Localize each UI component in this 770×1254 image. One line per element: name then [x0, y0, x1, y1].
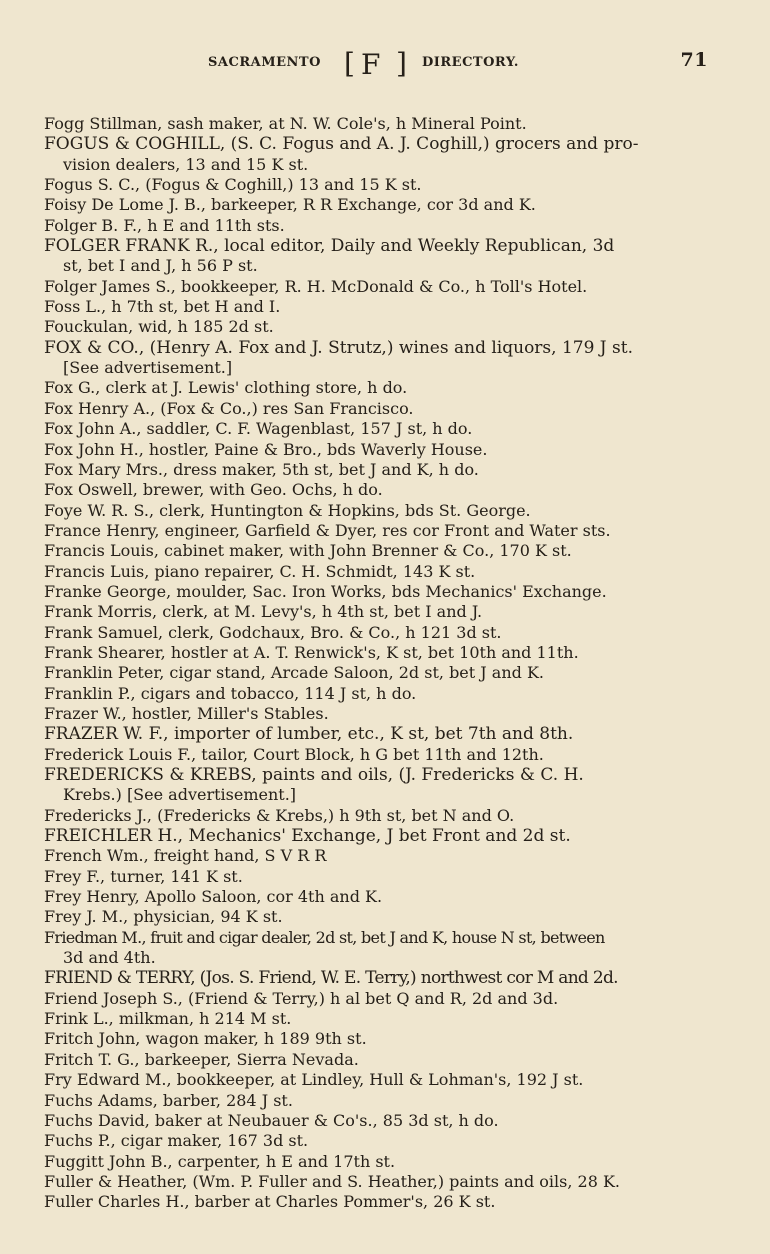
- directory-entry: Frink L., milkman, h 214 M st.: [44, 1009, 292, 1029]
- header-bracket-close: ]: [396, 47, 408, 80]
- header-city: SACRAMENTO: [208, 55, 321, 70]
- directory-entry: Fox Mary Mrs., dress maker, 5th st, bet J and K, h do.: [44, 459, 479, 479]
- header-bracket-open: [: [344, 47, 356, 80]
- directory-entry: FREICHLER H., Mechanics' Exchange, J bet Front and 2d st.: [44, 826, 571, 847]
- directory-entry: Fredericks J., (Fredericks & Krebs,) h 9th st, bet N and O.: [44, 805, 515, 825]
- directory-entry: France Henry, engineer, Garfield & Dyer, res cor Front and Water sts.: [44, 520, 611, 540]
- directory-entry-continuation: vision dealers, 13 and 15 K st.: [63, 154, 309, 174]
- directory-entry: Frank Shearer, hostler at A. T. Renwick's, K st, bet 10th and 11th.: [44, 642, 579, 662]
- directory-entry: Fritch John, wagon maker, h 189 9th st.: [44, 1029, 367, 1049]
- directory-entry: Fry Edward M., bookkeeper, at Lindley, Hull & Lohman's, 192 J st.: [44, 1070, 584, 1090]
- directory-entry: Fox Henry A., (Fox & Co.,) res San Francisco.: [44, 398, 414, 418]
- header-title: DIRECTORY.: [422, 55, 519, 70]
- directory-entry: Fogg Stillman, sash maker, at N. W. Cole's, h Mineral Point.: [44, 114, 527, 133]
- directory-entry: Frank Samuel, clerk, Godchaux, Bro. & Co., h 121 3d st.: [44, 622, 502, 642]
- header-section-letter: F: [361, 48, 381, 81]
- directory-entry: Fogus S. C., (Fogus & Coghill,) 13 and 15 K st.: [44, 175, 422, 195]
- page-header: [208, 46, 708, 82]
- directory-entry: Fox John H., hostler, Paine & Bro., bds Waverly House.: [44, 439, 488, 459]
- directory-entry: FOX & CO., (Henry A. Fox and J. Strutz,) wines and liquors, 179 J st.: [44, 337, 633, 358]
- directory-entry: Fuchs P., cigar maker, 167 3d st.: [44, 1131, 309, 1151]
- directory-entry: Folger James S., bookkeeper, R. H. McDonald & Co., h Toll's Hotel.: [44, 276, 588, 296]
- directory-entry: Foisy De Lome J. B., barkeeper, R R Exchange, cor 3d and K.: [44, 195, 536, 215]
- directory-entry: Fritch T. G., barkeeper, Sierra Nevada.: [44, 1049, 359, 1069]
- directory-entry: Foye W. R. S., clerk, Huntington & Hopkins, bds St. George.: [44, 500, 531, 520]
- directory-entry: Frederick Louis F., tailor, Court Block, h G bet 11th and 12th.: [44, 744, 544, 764]
- directory-entry: Fuggitt John B., carpenter, h E and 17th st.: [44, 1151, 396, 1171]
- directory-entry: Fuchs Adams, barber, 284 J st.: [44, 1090, 293, 1110]
- directory-entry: Fuller Charles H., barber at Charles Pommer's, 26 K st.: [44, 1192, 496, 1212]
- directory-entry: FRAZER W. F., importer of lumber, etc., K st, bet 7th and 8th.: [44, 724, 574, 745]
- directory-entry: Folger B. F., h E and 11th sts.: [44, 215, 285, 235]
- directory-entries: [44, 114, 744, 1213]
- directory-entry: Fouckulan, wid, h 185 2d st.: [44, 317, 274, 337]
- directory-entry: Frazer W., hostler, Miller's Stables.: [44, 703, 329, 723]
- directory-entry-continuation: 3d and 4th.: [63, 948, 156, 968]
- directory-entry: French Wm., freight hand, S V R R: [44, 846, 327, 866]
- directory-entry: Frey Henry, Apollo Saloon, cor 4th and K.: [44, 887, 383, 907]
- page-number: 71: [680, 49, 708, 71]
- directory-entry: Fuchs David, baker at Neubauer & Co's., 85 3d st, h do.: [44, 1110, 499, 1130]
- directory-entry-continuation: [See advertisement.]: [63, 358, 233, 378]
- directory-entry: FRIEND & TERRY, (Jos. S. Friend, W. E. Terry,) northwest cor M and 2d.: [44, 968, 618, 989]
- directory-entry: Friedman M., fruit and cigar dealer, 2d st, bet J and K, house N st, between: [44, 927, 605, 947]
- directory-entry: Franklin P., cigars and tobacco, 114 J st, h do.: [44, 683, 417, 703]
- directory-entry: Fox Oswell, brewer, with Geo. Ochs, h do.: [44, 480, 383, 500]
- directory-entry: Frey J. M., physician, 94 K st.: [44, 907, 283, 927]
- directory-entry: Frey F., turner, 141 K st.: [44, 866, 243, 886]
- directory-entry: Franke George, moulder, Sac. Iron Works, bds Mechanics' Exchange.: [44, 581, 607, 601]
- directory-entry: Fuller & Heather, (Wm. P. Fuller and S. Heather,) paints and oils, 28 K.: [44, 1171, 621, 1191]
- directory-entry: FREDERICKS & KREBS, paints and oils, (J. Fredericks & C. H.: [44, 765, 584, 785]
- directory-entry: Friend Joseph S., (Friend & Terry,) h al bet Q and R, 2d and 3d.: [44, 988, 559, 1008]
- directory-entry: Francis Luis, piano repairer, C. H. Schmidt, 143 K st.: [44, 561, 476, 581]
- directory-entry: FOLGER FRANK R., local editor, Daily and Weekly Republican, 3d: [44, 236, 615, 257]
- directory-entry: Frank Morris, clerk, at M. Levy's, h 4th st, bet I and J.: [44, 602, 483, 622]
- directory-entry: Fox G., clerk at J. Lewis' clothing store, h do.: [44, 378, 408, 398]
- directory-entry-continuation: Krebs.) [See advertisement.]: [63, 785, 297, 805]
- directory-entry-continuation: st, bet I and J, h 56 P st.: [63, 256, 258, 276]
- directory-entry: Francis Louis, cabinet maker, with John Brenner & Co., 170 K st.: [44, 541, 572, 561]
- directory-entry: Foss L., h 7th st, bet H and I.: [44, 297, 281, 317]
- directory-entry: Franklin Peter, cigar stand, Arcade Saloon, 2d st, bet J and K.: [44, 663, 544, 683]
- directory-entry: Fox John A., saddler, C. F. Wagenblast, 157 J st, h do.: [44, 419, 473, 439]
- directory-entry: FOGUS & COGHILL, (S. C. Fogus and A. J. Coghill,) grocers and pro-: [44, 134, 639, 155]
